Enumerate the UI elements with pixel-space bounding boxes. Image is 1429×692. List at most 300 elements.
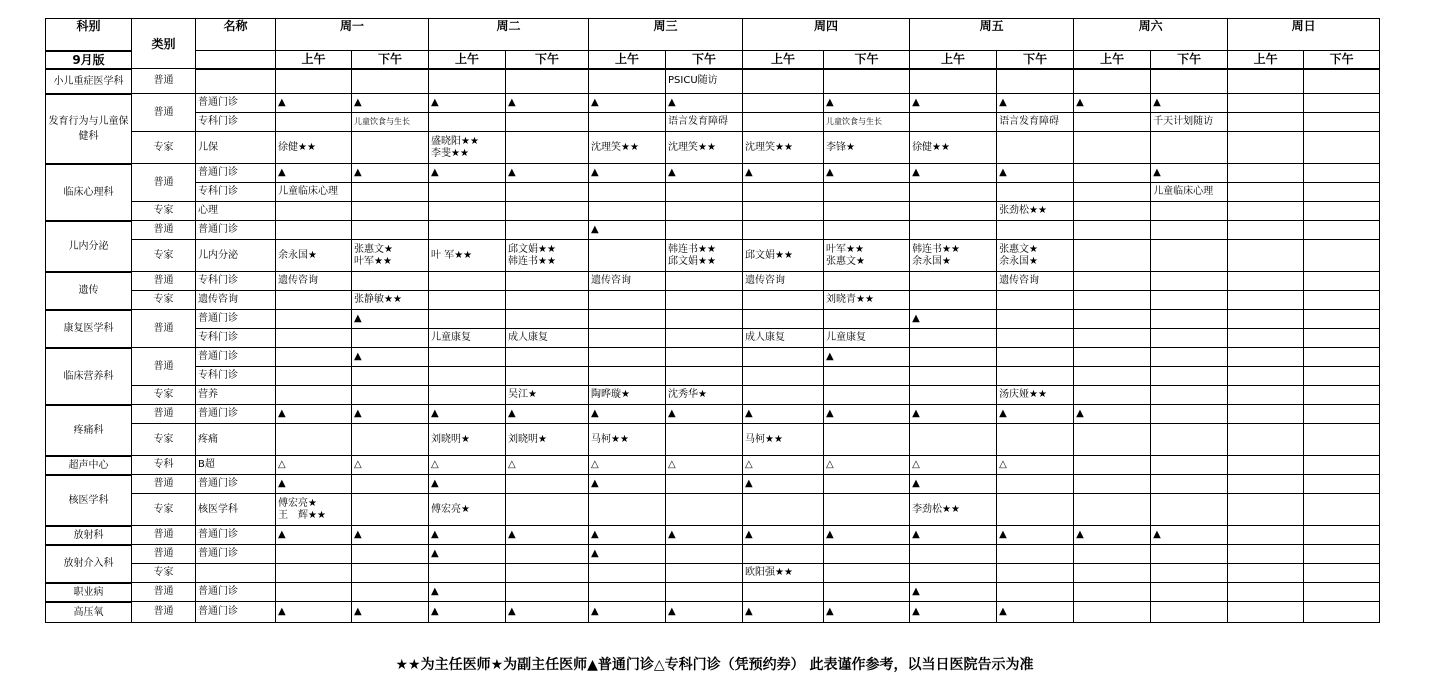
slot-cell xyxy=(589,69,666,94)
slot-cell: ▲ xyxy=(352,526,429,545)
slot-cell xyxy=(1304,456,1380,475)
slot-cell: ▲ xyxy=(506,405,589,424)
edition-label: 9月版 xyxy=(46,51,132,69)
slot-cell xyxy=(910,545,997,564)
slot-cell: 千天计划随访 xyxy=(1151,113,1228,132)
slot-cell xyxy=(743,291,824,310)
slot-cell xyxy=(1151,583,1228,602)
slot-cell: 欧阳强★★ xyxy=(743,564,824,583)
slot-cell xyxy=(1228,329,1304,348)
slot-cell xyxy=(1304,545,1380,564)
schedule-table xyxy=(45,18,1380,623)
slot-cell: 马柯★★ xyxy=(743,424,824,456)
wed-pm-header: 下午 xyxy=(666,51,743,69)
slot-cell xyxy=(589,348,666,367)
slot-cell: △ xyxy=(666,456,743,475)
slot-cell: 李锋★ xyxy=(824,132,910,164)
clinic-name-cell: 普通门诊 xyxy=(196,310,276,329)
slot-cell: 儿童饮食与生长 xyxy=(352,113,429,132)
slot-cell xyxy=(506,475,589,494)
slot-cell xyxy=(1304,348,1380,367)
fri-am-header: 上午 xyxy=(910,51,997,69)
slot-cell xyxy=(910,202,997,221)
slot-cell xyxy=(1228,202,1304,221)
slot-cell: ▲ xyxy=(1151,94,1228,113)
slot-cell xyxy=(997,545,1074,564)
slot-cell: 语言发育障碍 xyxy=(997,113,1074,132)
dept-header: 科别 xyxy=(46,19,132,51)
slot-cell: 陶晔璇★ xyxy=(589,386,666,405)
slot-cell xyxy=(1228,69,1304,94)
slot-cell xyxy=(997,583,1074,602)
slot-cell xyxy=(352,475,429,494)
clinic-name-cell: 普通门诊 xyxy=(196,475,276,494)
type-header: 类别 xyxy=(132,19,196,69)
slot-cell: 叶 军★★ xyxy=(429,240,506,272)
table-row xyxy=(46,386,1380,405)
table-row xyxy=(46,602,1380,623)
slot-cell xyxy=(352,183,429,202)
slot-cell xyxy=(429,310,506,329)
slot-cell: ▲ xyxy=(743,164,824,183)
slot-cell: 盛晓阳★★ 李斐★★ xyxy=(429,132,506,164)
slot-cell xyxy=(1151,545,1228,564)
slot-cell xyxy=(1228,583,1304,602)
slot-cell: ▲ xyxy=(910,94,997,113)
slot-cell xyxy=(352,329,429,348)
type-cell: 专家 xyxy=(132,291,196,310)
slot-cell: 张惠文★ 余永国★ xyxy=(997,240,1074,272)
slot-cell: ▲ xyxy=(666,602,743,623)
slot-cell xyxy=(1074,310,1151,329)
type-cell: 普通 xyxy=(132,405,196,424)
slot-cell xyxy=(1074,475,1151,494)
slot-cell xyxy=(1074,164,1151,183)
slot-cell xyxy=(824,564,910,583)
slot-cell xyxy=(1151,202,1228,221)
slot-cell: ▲ xyxy=(429,94,506,113)
slot-cell xyxy=(743,494,824,526)
slot-cell xyxy=(997,475,1074,494)
slot-cell: ▲ xyxy=(910,164,997,183)
slot-cell: ▲ xyxy=(352,94,429,113)
slot-cell: 李劲松★★ xyxy=(910,494,997,526)
slot-cell: ▲ xyxy=(1151,526,1228,545)
slot-cell xyxy=(1304,94,1380,113)
slot-cell xyxy=(1228,494,1304,526)
slot-cell: 韩连书★★ 余永国★ xyxy=(910,240,997,272)
slot-cell xyxy=(824,310,910,329)
type-cell: 专家 xyxy=(132,494,196,526)
slot-cell xyxy=(1228,164,1304,183)
slot-cell: 张惠文★ 叶军★★ xyxy=(352,240,429,272)
slot-cell: ▲ xyxy=(743,602,824,623)
slot-cell xyxy=(997,69,1074,94)
slot-cell xyxy=(1228,602,1304,623)
table-row xyxy=(46,94,1380,113)
slot-cell xyxy=(1074,113,1151,132)
slot-cell xyxy=(910,386,997,405)
slot-cell xyxy=(589,583,666,602)
table-row xyxy=(46,475,1380,494)
slot-cell xyxy=(1304,602,1380,623)
table-row xyxy=(46,367,1380,386)
slot-cell xyxy=(1228,545,1304,564)
slot-cell xyxy=(1074,183,1151,202)
clinic-name-cell: 普通门诊 xyxy=(196,221,276,240)
slot-cell: ▲ xyxy=(429,602,506,623)
table-row xyxy=(46,564,1380,583)
slot-cell xyxy=(506,202,589,221)
type-cell: 专家 xyxy=(132,202,196,221)
sun-pm-header: 下午 xyxy=(1304,51,1380,69)
slot-cell xyxy=(429,69,506,94)
clinic-name-cell: 专科门诊 xyxy=(196,113,276,132)
slot-cell: 沈秀华★ xyxy=(666,386,743,405)
slot-cell: ▲ xyxy=(824,348,910,367)
slot-cell: ▲ xyxy=(589,602,666,623)
clinic-name-cell: 专科门诊 xyxy=(196,329,276,348)
slot-cell: ▲ xyxy=(589,545,666,564)
slot-cell xyxy=(910,221,997,240)
slot-cell xyxy=(743,310,824,329)
slot-cell xyxy=(1228,526,1304,545)
slot-cell xyxy=(352,494,429,526)
slot-cell xyxy=(1074,202,1151,221)
slot-cell: 邱文娟★★ 韩连书★★ xyxy=(506,240,589,272)
slot-cell: ▲ xyxy=(1151,164,1228,183)
slot-cell xyxy=(1074,69,1151,94)
slot-cell: 傅宏亮★ xyxy=(429,494,506,526)
legend-footer: ★★为主任医师★为副主任医师▲普通门诊△专科门诊（凭预约券） 此表谨作参考，以当日医院告示为准 xyxy=(395,657,1034,673)
slot-cell xyxy=(506,348,589,367)
table-row xyxy=(46,221,1380,240)
slot-cell xyxy=(1151,386,1228,405)
slot-cell xyxy=(352,386,429,405)
slot-cell xyxy=(666,424,743,456)
slot-cell xyxy=(589,310,666,329)
slot-cell xyxy=(1304,329,1380,348)
slot-cell xyxy=(824,494,910,526)
slot-cell xyxy=(352,221,429,240)
day-header-sat: 周六 xyxy=(1074,19,1228,51)
slot-cell: ▲ xyxy=(997,602,1074,623)
slot-cell xyxy=(1074,272,1151,291)
slot-cell xyxy=(429,291,506,310)
slot-cell xyxy=(910,113,997,132)
slot-cell: ▲ xyxy=(429,545,506,564)
type-cell: 专家 xyxy=(132,240,196,272)
slot-cell xyxy=(1304,221,1380,240)
slot-cell: ▲ xyxy=(276,405,352,424)
slot-cell: ▲ xyxy=(743,475,824,494)
slot-cell: ▲ xyxy=(666,94,743,113)
slot-cell xyxy=(506,564,589,583)
slot-cell: 儿童饮食与生长 xyxy=(824,113,910,132)
dept-cell: 超声中心 xyxy=(46,456,132,475)
slot-cell xyxy=(1074,221,1151,240)
slot-cell: ▲ xyxy=(589,164,666,183)
slot-cell: ▲ xyxy=(506,94,589,113)
slot-cell xyxy=(276,564,352,583)
table-row xyxy=(46,526,1380,545)
slot-cell xyxy=(1074,386,1151,405)
slot-cell xyxy=(276,113,352,132)
slot-cell xyxy=(743,69,824,94)
slot-cell xyxy=(506,221,589,240)
name-header: 名称 xyxy=(196,19,276,51)
slot-cell xyxy=(1304,291,1380,310)
slot-cell: ▲ xyxy=(506,164,589,183)
slot-cell xyxy=(1304,424,1380,456)
slot-cell xyxy=(997,564,1074,583)
clinic-name-cell: 普通门诊 xyxy=(196,602,276,623)
slot-cell xyxy=(1151,348,1228,367)
type-cell: 普通 xyxy=(132,348,196,386)
table-row xyxy=(46,164,1380,183)
slot-cell: 刘晓青★★ xyxy=(824,291,910,310)
table-row xyxy=(46,494,1380,526)
slot-cell xyxy=(352,564,429,583)
slot-cell xyxy=(1304,564,1380,583)
slot-cell xyxy=(743,386,824,405)
slot-cell xyxy=(1151,221,1228,240)
slot-cell xyxy=(352,583,429,602)
slot-cell xyxy=(276,221,352,240)
mon-pm-header: 下午 xyxy=(352,51,429,69)
type-cell: 专家 xyxy=(132,424,196,456)
clinic-name-cell: 专科门诊 xyxy=(196,367,276,386)
slot-cell: 余永国★ xyxy=(276,240,352,272)
slot-cell: ▲ xyxy=(910,526,997,545)
type-cell: 普通 xyxy=(132,475,196,494)
slot-cell: ▲ xyxy=(743,526,824,545)
slot-cell xyxy=(1228,475,1304,494)
slot-cell: ▲ xyxy=(429,526,506,545)
slot-cell xyxy=(276,310,352,329)
type-cell: 普通 xyxy=(132,221,196,240)
slot-cell xyxy=(997,310,1074,329)
slot-cell xyxy=(1074,602,1151,623)
slot-cell: 儿童临床心理 xyxy=(276,183,352,202)
slot-cell: ▲ xyxy=(276,475,352,494)
slot-cell xyxy=(824,367,910,386)
slot-cell: 韩连书★★ 邱文娟★★ xyxy=(666,240,743,272)
slot-cell xyxy=(824,69,910,94)
slot-cell: ▲ xyxy=(352,348,429,367)
slot-cell: △ xyxy=(352,456,429,475)
slot-cell: △ xyxy=(997,456,1074,475)
slot-cell: △ xyxy=(824,456,910,475)
slot-cell xyxy=(506,69,589,94)
slot-cell xyxy=(1151,475,1228,494)
slot-cell xyxy=(824,221,910,240)
slot-cell: ▲ xyxy=(910,475,997,494)
slot-cell xyxy=(506,272,589,291)
mon-am-header: 上午 xyxy=(276,51,352,69)
sat-pm-header: 下午 xyxy=(1151,51,1228,69)
slot-cell: 成人康复 xyxy=(506,329,589,348)
slot-cell xyxy=(1304,386,1380,405)
slot-cell xyxy=(824,545,910,564)
clinic-name-cell: 普通门诊 xyxy=(196,348,276,367)
slot-cell xyxy=(276,69,352,94)
slot-cell xyxy=(1074,494,1151,526)
slot-cell: 沈理笑★★ xyxy=(743,132,824,164)
slot-cell xyxy=(1074,348,1151,367)
slot-cell xyxy=(1228,132,1304,164)
slot-cell xyxy=(1074,545,1151,564)
slot-cell xyxy=(666,329,743,348)
slot-cell: ▲ xyxy=(666,164,743,183)
slot-cell: ▲ xyxy=(589,94,666,113)
slot-cell: 遗传咨询 xyxy=(743,272,824,291)
type-cell: 普通 xyxy=(132,526,196,545)
slot-cell xyxy=(666,183,743,202)
slot-cell xyxy=(276,367,352,386)
slot-cell xyxy=(997,329,1074,348)
clinic-name-cell: 心理 xyxy=(196,202,276,221)
slot-cell xyxy=(1304,202,1380,221)
slot-cell xyxy=(1151,132,1228,164)
slot-cell xyxy=(352,545,429,564)
slot-cell xyxy=(997,424,1074,456)
slot-cell: 儿童康复 xyxy=(429,329,506,348)
slot-cell: 吴江★ xyxy=(506,386,589,405)
type-cell: 普通 xyxy=(132,602,196,623)
type-cell: 专家 xyxy=(132,132,196,164)
clinic-name-cell: 儿保 xyxy=(196,132,276,164)
fri-pm-header: 下午 xyxy=(997,51,1074,69)
slot-cell xyxy=(1151,405,1228,424)
slot-cell: ▲ xyxy=(910,310,997,329)
slot-cell xyxy=(1304,69,1380,94)
slot-cell xyxy=(824,475,910,494)
slot-cell: 张静敏★★ xyxy=(352,291,429,310)
slot-cell: ▲ xyxy=(743,405,824,424)
slot-cell: ▲ xyxy=(276,94,352,113)
slot-cell xyxy=(429,183,506,202)
slot-cell: 徐健★★ xyxy=(276,132,352,164)
thu-am-header: 上午 xyxy=(743,51,824,69)
slot-cell xyxy=(429,348,506,367)
clinic-name-cell: 疼痛 xyxy=(196,424,276,456)
slot-cell xyxy=(997,367,1074,386)
slot-cell xyxy=(1074,291,1151,310)
slot-cell xyxy=(352,69,429,94)
slot-cell: 沈理笑★★ xyxy=(589,132,666,164)
slot-cell xyxy=(997,494,1074,526)
slot-cell xyxy=(429,367,506,386)
slot-cell: △ xyxy=(506,456,589,475)
slot-cell xyxy=(276,386,352,405)
slot-cell xyxy=(589,367,666,386)
slot-cell xyxy=(276,545,352,564)
slot-cell xyxy=(910,69,997,94)
table-row xyxy=(46,348,1380,367)
slot-cell xyxy=(910,564,997,583)
type-cell: 专家 xyxy=(132,386,196,405)
slot-cell xyxy=(743,583,824,602)
clinic-name-cell: 专科门诊 xyxy=(196,183,276,202)
slot-cell xyxy=(1151,310,1228,329)
slot-cell: 沈理笑★★ xyxy=(666,132,743,164)
slot-cell xyxy=(666,583,743,602)
slot-cell xyxy=(910,291,997,310)
slot-cell xyxy=(276,348,352,367)
slot-cell xyxy=(666,475,743,494)
slot-cell: ▲ xyxy=(824,164,910,183)
slot-cell: 马柯★★ xyxy=(589,424,666,456)
slot-cell xyxy=(743,348,824,367)
slot-cell: 邱文娟★★ xyxy=(743,240,824,272)
slot-cell: ▲ xyxy=(824,405,910,424)
type-cell: 普通 xyxy=(132,94,196,132)
day-header-fri: 周五 xyxy=(910,19,1074,51)
slot-cell xyxy=(1228,348,1304,367)
table-row xyxy=(46,202,1380,221)
slot-cell xyxy=(276,424,352,456)
slot-cell xyxy=(506,291,589,310)
slot-cell xyxy=(1228,405,1304,424)
slot-cell xyxy=(429,386,506,405)
dept-cell: 遗传 xyxy=(46,272,132,310)
day-header-mon: 周一 xyxy=(276,19,429,51)
thu-pm-header: 下午 xyxy=(824,51,910,69)
slot-cell xyxy=(666,348,743,367)
slot-cell xyxy=(1304,526,1380,545)
clinic-name-cell xyxy=(196,564,276,583)
table-row xyxy=(46,405,1380,424)
slot-cell xyxy=(589,240,666,272)
slot-cell xyxy=(1304,583,1380,602)
type-cell: 专科 xyxy=(132,456,196,475)
slot-cell xyxy=(429,272,506,291)
slot-cell: 汤庆娅★★ xyxy=(997,386,1074,405)
clinic-name-cell: 营养 xyxy=(196,386,276,405)
day-header-tue: 周二 xyxy=(429,19,589,51)
slot-cell xyxy=(743,545,824,564)
slot-cell xyxy=(1151,564,1228,583)
slot-cell xyxy=(506,367,589,386)
slot-cell xyxy=(666,367,743,386)
slot-cell xyxy=(1074,240,1151,272)
slot-cell xyxy=(589,329,666,348)
slot-cell: 叶军★★ 张惠文★ xyxy=(824,240,910,272)
slot-cell xyxy=(352,132,429,164)
slot-cell: 成人康复 xyxy=(743,329,824,348)
type-cell: 普通 xyxy=(132,272,196,291)
dept-cell: 临床心理科 xyxy=(46,164,132,221)
slot-cell: ▲ xyxy=(824,94,910,113)
slot-cell xyxy=(1074,424,1151,456)
slot-cell xyxy=(1304,367,1380,386)
slot-cell xyxy=(666,545,743,564)
slot-cell xyxy=(1151,272,1228,291)
slot-cell xyxy=(666,202,743,221)
slot-cell xyxy=(1074,329,1151,348)
slot-cell: ▲ xyxy=(352,164,429,183)
table-row xyxy=(46,456,1380,475)
table-row xyxy=(46,583,1380,602)
slot-cell xyxy=(506,310,589,329)
slot-cell: △ xyxy=(276,456,352,475)
table-row xyxy=(46,310,1380,329)
table-row xyxy=(46,132,1380,164)
slot-cell xyxy=(1228,94,1304,113)
slot-cell xyxy=(1228,113,1304,132)
clinic-name-cell: 遗传咨询 xyxy=(196,291,276,310)
